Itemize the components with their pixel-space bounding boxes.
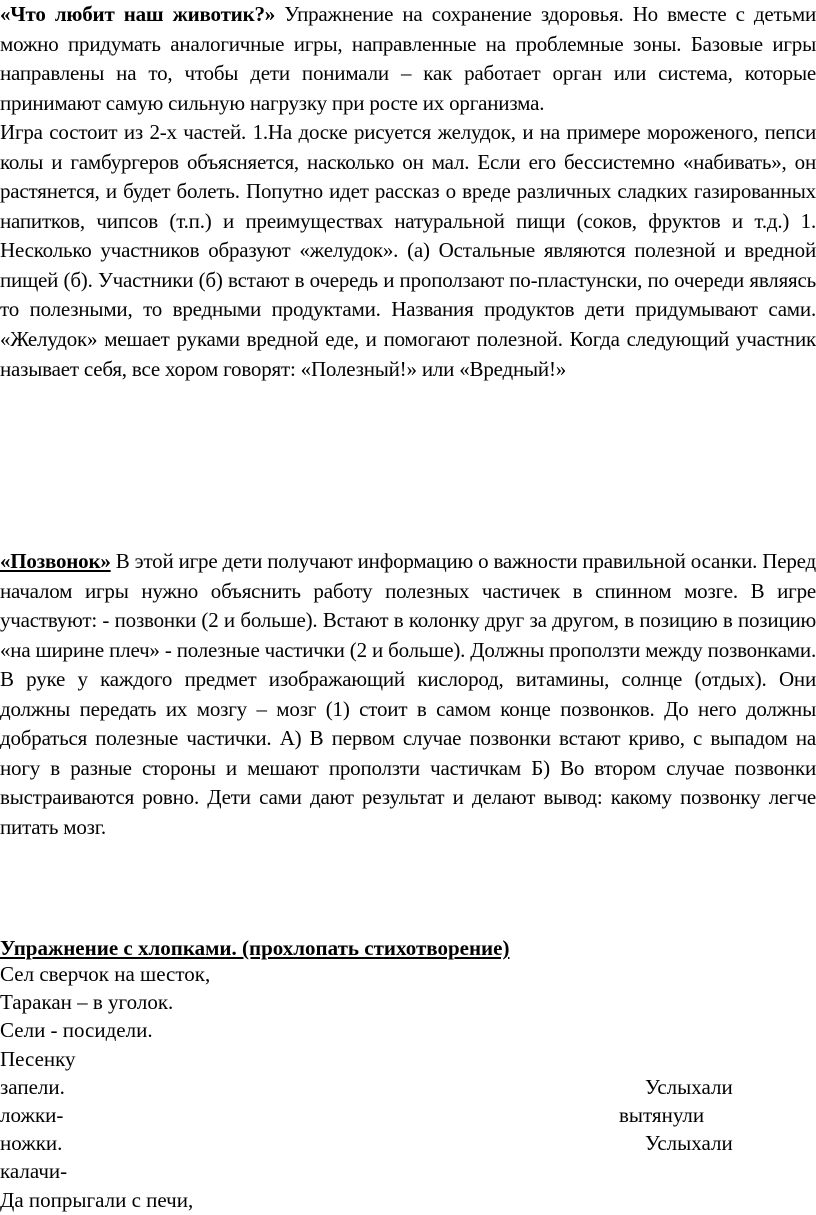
poem-line: запели. <box>0 1075 65 1099</box>
poem-line: Сел сверчок на шесток, <box>0 962 211 986</box>
section-intro-tummy: Упражнение на сохранение здоровья. Но вместе с детьми можно придумать аналогичные игры, направленные на проблемные зоны. Базовые игры направлены на то, чтобы дети понимали – как работает орган или система, которые принимают самую сильную нагрузку при росте их организма. <box>0 2 816 115</box>
poem-line: Песенку <box>0 1047 76 1071</box>
section-body-vertebra: В этой игре дети получают информацию о важности правильной осанки. Перед началом игры нужно объяснить работу полезных частичек в спинном мозге. В игре участвуют: - позвонки (2 и больше). Встают в колонку друг за другом, в позицию в позицию «на ширине плеч» - полезные частички (2 и больше). Должны проползти между позвонками. В руке у каждого предмет изображающий кислород, витамины, солнце (отдых). Они должны передать их мозгу – мозг (1) стоит в самом конце позвонков. До него должны добраться полезные частички. А) В первом случае позвонки встают криво, с выпадом на ногу в разные стороны и мешают проползти частичкам Б) Во втором случае позвонки выстраиваются ровно. Дети сами дают результат и делают вывод: какому позвонку легче питать мозг. <box>0 549 816 839</box>
section-vertebra <box>0 547 816 842</box>
section-body-tummy: Игра состоит из 2-х частей. 1.На доске рисуется желудок, и на примере мороженого, пепси колы и гамбургеров объясняется, насколько он мал. Если его бессистемно «набивать», он растянется, и будет болеть. Попутно идет рассказ о вреде различных сладких газированных напитков, чипсов (т.п.) и преимуществах натуральной пищи (соков, фруктов и т.д.) 1. Несколько участников образуют «желудок». (а) Остальные являются полезной и вредной пищей (б). Участники (б) встают в очередь и проползают по-пластунски, по очереди являясь то полезными, то вредными продуктами. Названия продуктов дети придумывают сами. «Желудок» мешает руками вредной еде, и помогают полезной. Когда следующий участник называет себя, все хором говорят: «Полезный!» или «Вредный!» <box>0 120 816 381</box>
section-what-tummy-likes <box>0 0 816 384</box>
section-title-tummy: «Что любит наш животик?» <box>0 2 276 26</box>
poem-line: ножки. <box>0 1131 63 1155</box>
poem-right-word: вытянули <box>619 1103 705 1127</box>
poem-line: Да попрыгали с печи, <box>0 1188 194 1212</box>
poem-line: ложки- <box>0 1103 64 1127</box>
section-title-clapping: Упражнение с хлопками. (прохлопать стихотворение) <box>0 936 510 960</box>
poem-line: калачи- <box>0 1159 68 1183</box>
poem-line: Таракан – в уголок. <box>0 990 174 1014</box>
poem-right-word: Услыхали <box>645 1131 733 1155</box>
section-title-vertebra: «Позвонок» <box>0 549 111 573</box>
poem-line: Сели - посидели. <box>0 1018 153 1042</box>
poem-right-word: Услыхали <box>645 1075 733 1099</box>
